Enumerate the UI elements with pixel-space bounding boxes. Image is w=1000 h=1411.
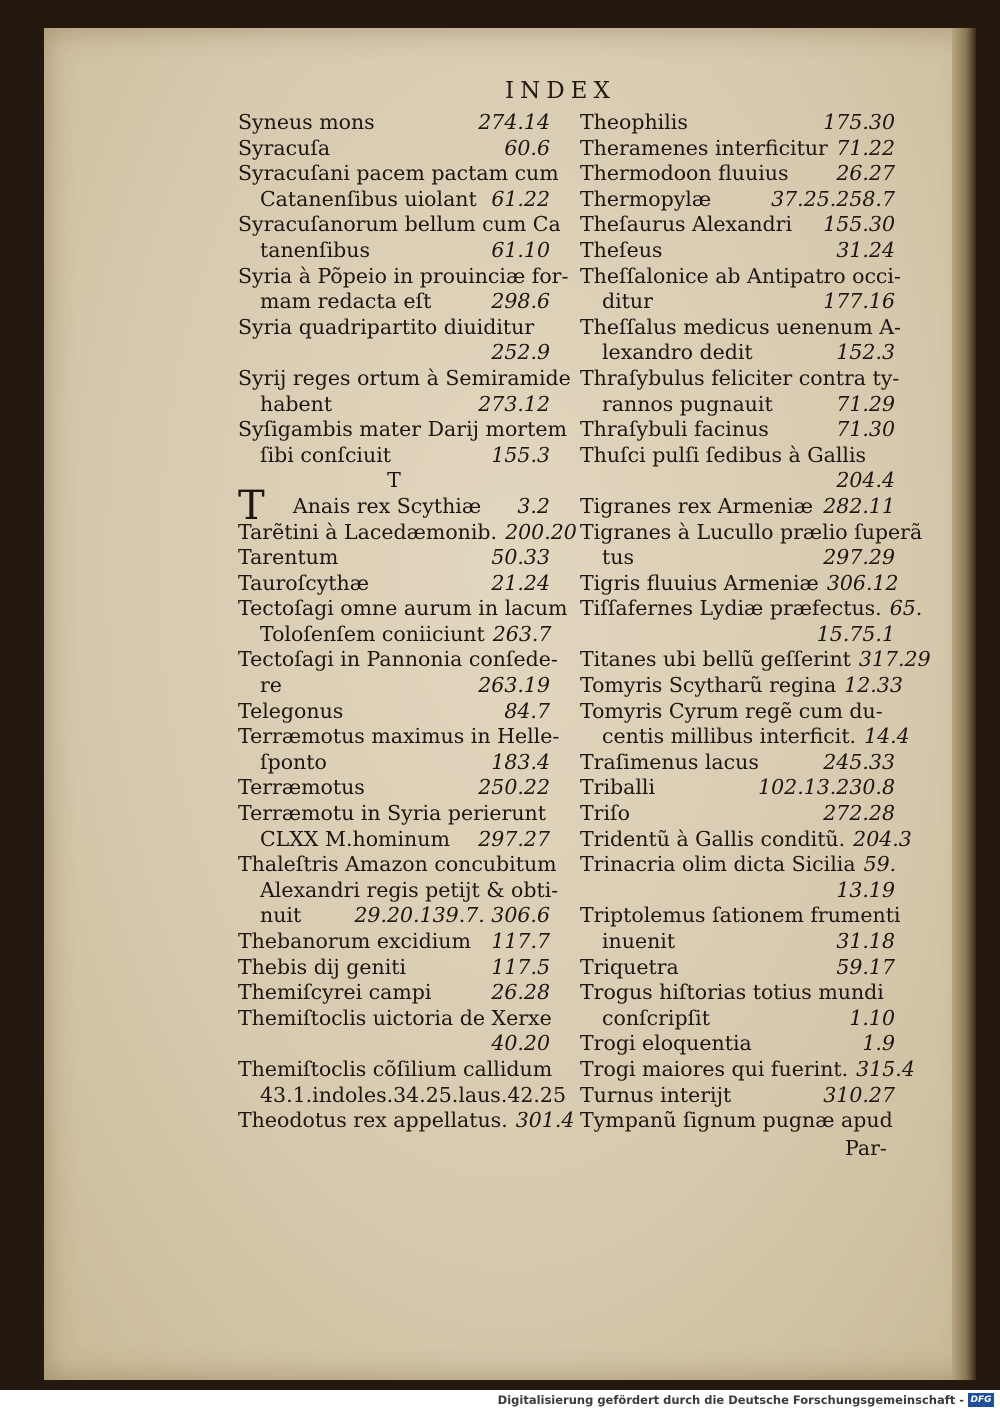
entry-line — [580, 955, 895, 981]
index-entry — [238, 801, 550, 852]
entry-text: Terræmotu in Syria perierunt — [238, 801, 547, 826]
page-reference: 71.22 — [836, 135, 895, 160]
entry-text: Thraſybuli facinus — [580, 417, 769, 442]
left-entries-s — [238, 110, 571, 468]
entry-text: Terræmotus maximus in Helle- — [238, 724, 560, 749]
entry-text: Tiſſafernes Lydiæ præfectus. — [580, 596, 882, 621]
entry-line — [580, 852, 895, 878]
page-reference: 155.30 — [823, 212, 895, 237]
entry-text: centis millibus interficit. — [602, 724, 857, 749]
index-entry — [238, 545, 550, 571]
page-reference: 29.20.139.7. 306.6 — [354, 903, 550, 928]
entry-text: mam redacta eſt — [260, 289, 432, 314]
index-entry — [580, 1031, 895, 1057]
entry-line — [238, 212, 561, 238]
page-reference: 61.22 — [491, 186, 550, 211]
entry-line — [238, 315, 550, 341]
entry-text: Themiſtoclis cõſilium callidum — [238, 1056, 553, 1081]
entry-text: Theramenes interficitur — [580, 135, 828, 160]
entry-line — [238, 263, 569, 290]
entry-line — [238, 365, 571, 392]
page-reference: 61.10 — [491, 237, 550, 262]
footer-credit: Digitalisierung gefördert durch die Deutsche Forschungsgemeinschaft - — [497, 1393, 964, 1407]
entry-text: Triptolemus ſationem frumenti — [580, 903, 901, 928]
index-entry — [238, 699, 550, 725]
catchword: Par- — [845, 1136, 887, 1160]
entry-line — [238, 545, 550, 571]
initial-letter: T — [238, 482, 265, 529]
entry-line — [580, 392, 895, 418]
page-reference: 273.12 — [478, 391, 550, 416]
entry-text: inuenit — [602, 929, 676, 953]
entry-line — [238, 801, 550, 827]
page-reference: 65. — [889, 596, 923, 621]
page-reference: 71.29 — [836, 391, 895, 416]
index-entry — [238, 852, 559, 929]
page-reference: 245.33 — [823, 749, 895, 774]
page-reference: 84.7 — [504, 698, 550, 723]
entry-line — [580, 980, 895, 1006]
entry-line — [580, 826, 912, 853]
entry-line — [238, 110, 550, 136]
index-entry — [580, 698, 910, 750]
page-reference: 250.22 — [478, 775, 550, 800]
entry-text: ſponto — [260, 749, 327, 774]
page-reference: 117.5 — [491, 954, 550, 979]
index-entry — [238, 1108, 575, 1134]
entry-text: Thebis dij geniti — [238, 954, 407, 979]
page-reference: 177.16 — [823, 289, 895, 314]
page-reference: 26.28 — [491, 980, 550, 1005]
entry-line — [238, 673, 550, 699]
entry-text: Tigris fluuius Armeniæ — [580, 570, 819, 595]
index-entry — [238, 263, 569, 315]
entry-line — [238, 482, 550, 529]
entry-text: Trinacria olim dicta Sicilia — [580, 852, 856, 877]
entry-line — [580, 443, 895, 469]
entry-text: Triquetra — [580, 954, 679, 979]
entry-text: Trogi maiores qui fuerint. — [580, 1056, 849, 1081]
entry-text: Theodotus rex appellatus. — [238, 1108, 508, 1133]
entry-text: conſcripſit — [602, 1005, 710, 1030]
index-entry — [238, 724, 560, 775]
index-entry — [238, 161, 559, 212]
page-reference: 263.7 — [492, 621, 552, 646]
entry-line — [580, 699, 895, 725]
left-entries-t — [238, 482, 577, 1134]
index-entry — [238, 519, 577, 546]
index-entry — [580, 212, 895, 238]
entry-text: Tigranes à Lucullo prælio ſuperã — [580, 519, 923, 544]
index-entry — [580, 801, 895, 827]
entry-line — [238, 417, 567, 443]
page-reference: 59.17 — [836, 954, 895, 979]
entry-line — [238, 519, 577, 546]
dfg-logo: DFG — [968, 1393, 994, 1407]
entry-line — [580, 750, 895, 776]
entry-text: ſibi conſciuit — [260, 442, 391, 467]
entry-line — [238, 1108, 575, 1134]
entry-line — [580, 468, 895, 494]
entry-line — [238, 136, 550, 162]
entry-text: Tomyris Scytharũ regina — [580, 673, 837, 698]
entry-text: Theſaurus Alexandri — [580, 212, 793, 237]
entry-text: Anais rex Scythiæ — [292, 493, 482, 518]
entry-text: Triſo — [580, 801, 630, 826]
entry-text: Traſimenus lacus — [580, 749, 759, 774]
page-reference: 12.33 — [844, 673, 903, 698]
page-reference: 40.20 — [491, 1031, 550, 1056]
entry-line — [580, 136, 895, 162]
page-reference: 297.27 — [478, 826, 550, 851]
entry-text: Tigranes rex Armeniæ — [580, 493, 813, 518]
right-entries — [580, 110, 931, 1134]
index-entry — [580, 826, 912, 853]
index-entry — [580, 955, 895, 981]
page-reference: 204.4 — [836, 468, 895, 493]
index-entry — [238, 365, 571, 417]
entry-line — [580, 622, 895, 648]
page-reference: 272.28 — [823, 801, 895, 826]
entry-text: Syracuſanorum bellum cum Ca — [238, 212, 561, 237]
page-reference: 310.27 — [823, 1082, 895, 1107]
index-entry — [580, 238, 895, 264]
entry-line — [580, 903, 901, 929]
entry-line — [580, 775, 895, 801]
entry-text: Titanes ubi bellũ geſſerint — [580, 647, 851, 672]
entry-line — [238, 852, 557, 878]
index-entry — [580, 494, 895, 520]
page-reference: 200.20 — [505, 519, 577, 544]
entry-text: Thraſybulus feliciter contra ty- — [580, 365, 900, 390]
page-reference: 183.4 — [491, 749, 550, 774]
index-entry — [238, 1006, 550, 1057]
entry-text: Trogi eloquentia — [580, 1031, 752, 1056]
entry-text: Tridentũ à Gallis conditũ. — [580, 826, 846, 851]
page-reference: 152.3 — [836, 340, 895, 365]
index-entry — [580, 314, 901, 366]
section-letter-heading: T — [387, 468, 401, 493]
entry-line — [238, 647, 558, 673]
page-reference: 274.14 — [478, 110, 550, 134]
entry-text: Syria quadripartito diuiditur — [238, 314, 535, 339]
index-entry — [238, 929, 550, 955]
index-entry — [580, 1108, 895, 1134]
entry-text: Thebanorum excidium — [238, 929, 471, 953]
entry-line — [580, 724, 910, 750]
index-entry — [580, 1056, 915, 1083]
index-entry — [580, 443, 895, 494]
entry-line — [238, 750, 550, 776]
page-reference: 298.6 — [491, 289, 550, 314]
page-reference: 60.6 — [504, 135, 550, 160]
page-reference: 306.12 — [826, 570, 899, 595]
entry-line — [238, 596, 568, 622]
page-reference: 102.13.230.8 — [758, 775, 895, 800]
index-entry — [238, 110, 550, 136]
entry-text: Telegonus — [238, 698, 344, 723]
entry-line — [238, 903, 550, 929]
index-entry — [580, 647, 931, 673]
entry-line — [580, 110, 895, 136]
entry-line — [580, 340, 895, 366]
entry-text: Tarentum — [238, 545, 339, 570]
entry-text: Syſigambis mater Darij mortem — [238, 417, 567, 442]
entry-line — [238, 699, 550, 725]
entry-line — [238, 955, 550, 981]
entry-line — [238, 929, 550, 955]
entry-text: Trogus hiſtorias totius mundi — [580, 980, 884, 1005]
entry-text: Tarẽtini à Lacedæmonib. — [238, 519, 498, 544]
page-reference: 204.3 — [853, 826, 912, 851]
entry-text: re — [260, 673, 282, 698]
entry-line — [580, 1056, 915, 1083]
entry-line — [580, 314, 901, 341]
index-entry — [580, 596, 923, 647]
entry-line — [238, 571, 550, 597]
index-entry — [580, 161, 895, 187]
entry-line — [580, 1031, 895, 1057]
index-entry — [580, 980, 895, 1031]
entry-text: Theſſalus medicus uenenum A- — [580, 314, 901, 339]
page-reference: 315.4 — [856, 1056, 915, 1081]
page-reference: 15.75.1 — [816, 621, 895, 646]
entry-line — [238, 877, 559, 904]
entry-line — [580, 187, 895, 213]
entry-line — [238, 724, 560, 750]
entry-line — [580, 1006, 895, 1032]
entry-line — [238, 775, 550, 801]
entry-text: tus — [602, 545, 634, 570]
entry-line — [580, 929, 895, 955]
entry-line — [580, 365, 900, 392]
page-reference: 71.30 — [836, 417, 895, 442]
page-reference: 282.11 — [823, 493, 895, 518]
entry-line — [238, 1082, 567, 1109]
page-reference: 31.24 — [836, 237, 895, 262]
index-entry — [238, 571, 550, 597]
page-reference: 59. — [863, 852, 897, 877]
entry-line — [580, 417, 895, 443]
entry-line — [580, 673, 903, 699]
entry-line — [238, 161, 559, 187]
entry-text: Catanenſibus uiolant — [260, 186, 477, 211]
entry-line — [580, 647, 931, 673]
page-reference: 50.33 — [491, 545, 550, 570]
entry-text: Syria à Põpeio in prouinciæ for- — [238, 263, 569, 288]
index-entry — [238, 212, 561, 263]
entry-text: Thaleſtris Amazon concubitum — [238, 852, 557, 877]
entry-line — [580, 263, 901, 290]
entry-line — [580, 289, 895, 315]
page-reference: 301.4 — [515, 1108, 575, 1133]
entry-line — [580, 596, 923, 622]
page-reference: 155.3 — [491, 442, 550, 467]
entry-text: nuit — [260, 903, 302, 928]
index-entry — [580, 852, 895, 903]
entry-text: Theophilis — [580, 110, 688, 134]
page-reference: 21.24 — [491, 570, 550, 595]
entry-line — [238, 443, 550, 469]
page-reference: 317.29 — [858, 647, 931, 672]
index-entry — [238, 482, 550, 529]
entry-text: 43.1.indoles.34.25.laus.42.25 — [260, 1082, 567, 1107]
index-entry — [580, 673, 903, 699]
page-reference: 37.25.258.7 — [771, 186, 895, 211]
entry-line — [580, 1083, 895, 1109]
entry-text: Thermodoon fluuius — [580, 161, 789, 186]
entry-line — [580, 570, 899, 597]
entry-text: Tomyris Cyrum regẽ cum du- — [580, 698, 883, 723]
index-entry — [580, 263, 901, 315]
entry-line — [580, 238, 895, 264]
running-head: INDEX — [505, 78, 616, 104]
page-reference: 26.27 — [836, 161, 895, 186]
entry-text: Tectoſagi omne aurum in lacum — [238, 596, 568, 621]
entry-text: tanenſibus — [260, 237, 370, 262]
entry-line — [238, 392, 550, 418]
entry-text: Themiſtoclis uictoria de Xerxe — [238, 1005, 552, 1030]
index-column-left — [238, 110, 577, 1134]
entry-line — [580, 212, 895, 238]
entry-line — [238, 187, 550, 213]
entry-line — [238, 289, 550, 315]
index-entry — [580, 750, 895, 776]
index-entry — [580, 1083, 895, 1109]
entry-line — [580, 161, 895, 187]
entry-line — [580, 801, 895, 827]
entry-text: Triballi — [580, 775, 656, 800]
index-entry — [238, 647, 558, 698]
index-entry — [580, 136, 895, 162]
page-edge — [952, 28, 976, 1380]
entry-text: ditur — [602, 289, 653, 314]
page-reference: 175.30 — [823, 110, 895, 134]
index-entry — [238, 1056, 567, 1108]
entry-text: Thuſci pulſi ſedibus à Gallis — [580, 442, 867, 467]
index-column-right — [580, 110, 931, 1134]
index-entry — [580, 519, 923, 571]
entry-text: Terræmotus — [238, 775, 365, 800]
entry-text: Theſſalonice ab Antipatro occi- — [580, 263, 901, 288]
entry-text: Syneus mons — [238, 110, 375, 134]
index-entry — [238, 136, 550, 162]
entry-text: Alexandri regis petijt & obti- — [260, 877, 559, 902]
entry-line — [580, 878, 895, 904]
entry-line — [580, 1108, 895, 1134]
entry-text: CLXX M.hominum — [260, 826, 450, 851]
page-reference: 297.29 — [823, 545, 895, 570]
entry-text: Themiſcyrei campi — [238, 980, 432, 1005]
entry-text: lexandro dedit — [602, 340, 753, 365]
index-entry — [238, 315, 550, 366]
index-entry — [238, 775, 550, 801]
entry-text: Tauroſcythæ — [238, 570, 370, 595]
page-reference: 1.10 — [849, 1005, 895, 1030]
entry-text: Thermopylæ — [580, 186, 712, 211]
page-reference: 14.4 — [864, 724, 910, 749]
page-reference: 31.18 — [836, 929, 895, 953]
page-reference: 252.9 — [491, 340, 550, 365]
entry-line — [238, 1006, 550, 1032]
entry-text: Toloſenſem coniiciunt — [260, 621, 485, 646]
entry-line — [238, 340, 550, 366]
entry-text: Syracuſani pacem pactam cum — [238, 161, 559, 186]
index-entry — [580, 775, 895, 801]
entry-line — [238, 1031, 550, 1057]
index-entry — [580, 110, 895, 136]
entry-text: Syracuſa — [238, 135, 331, 160]
entry-text: Tectoſagi in Pannonia conſede- — [238, 647, 558, 672]
index-entry — [580, 365, 900, 417]
index-entry — [238, 417, 567, 468]
page-reference: 263.19 — [478, 673, 550, 698]
entry-text: Theſeus — [580, 237, 663, 262]
entry-line — [238, 622, 550, 648]
entry-text: Tympanũ ſignum pugnæ apud — [580, 1108, 893, 1133]
entry-line — [238, 238, 550, 264]
entry-line — [580, 519, 923, 546]
entry-text: Turnus interijt — [580, 1082, 732, 1107]
entry-line — [238, 827, 550, 853]
index-entry — [580, 187, 895, 213]
index-entry — [580, 570, 899, 597]
entry-line — [238, 980, 550, 1006]
page-reference: 13.19 — [836, 877, 895, 902]
page-reference: 1.9 — [862, 1031, 895, 1056]
index-entry — [580, 417, 895, 443]
entry-line — [580, 494, 895, 520]
index-entry — [238, 596, 568, 647]
index-entry — [238, 955, 550, 981]
entry-line — [238, 1056, 553, 1083]
entry-line — [580, 545, 895, 571]
page-reference: 3.2 — [517, 493, 550, 518]
page-reference: 117.7 — [491, 929, 550, 953]
index-entry — [580, 903, 901, 954]
index-entry — [238, 980, 550, 1006]
entry-text: Syrij reges ortum à Semiramide — [238, 365, 571, 390]
entry-text: habent — [260, 391, 333, 416]
entry-text: rannos pugnauit — [602, 391, 773, 416]
